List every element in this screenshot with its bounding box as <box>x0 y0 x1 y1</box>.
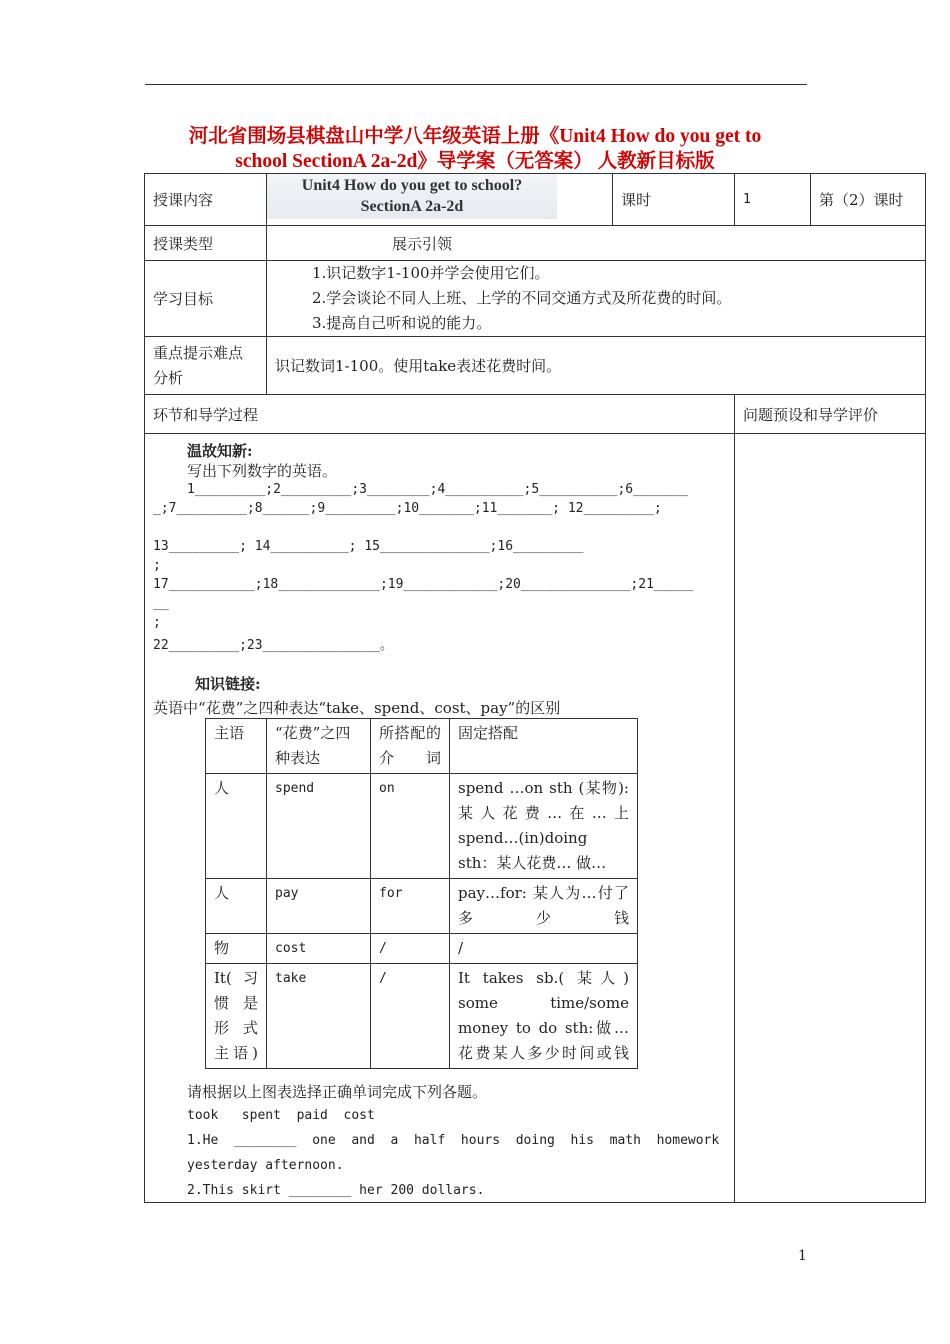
goal-item: 3.提高自己听和说的能力。 <box>312 314 492 332</box>
number-blanks-row: 22_________;23_______________。 <box>153 638 393 653</box>
row-process-body <box>145 434 926 1203</box>
prep-cell: for <box>371 879 450 934</box>
label-content: 授课内容 <box>145 174 267 226</box>
usage-cell: / <box>450 934 638 964</box>
exercise-question: 2.This skirt ________ her 200 dollars. <box>187 1183 485 1198</box>
column-header: “花费”之四种表达 <box>267 719 371 774</box>
column-header: 固定搭配 <box>450 719 638 774</box>
type-value: 展示引领 <box>267 226 926 261</box>
table-header-row <box>206 719 638 774</box>
label-goals: 学习目标 <box>145 261 267 337</box>
number-blanks-row: 17___________;18_____________;19____________;20______________;21_____ <box>153 577 694 592</box>
verb-cell: take <box>267 964 371 1069</box>
header-rule <box>145 84 807 85</box>
usage-line: It takes sb.( 某人) some time/some money to do sth:做…花费某人多少时间或钱 <box>458 969 629 1062</box>
row-goals <box>145 261 926 337</box>
label-type: 授课类型 <box>145 226 267 261</box>
prep-cell: / <box>371 964 450 1069</box>
unit-image-cell <box>267 174 613 226</box>
period-value: 1 <box>735 174 811 226</box>
verb-cell: spend <box>267 774 371 879</box>
goals-list <box>267 261 926 337</box>
label-eval: 问题预设和导学评价 <box>735 395 926 434</box>
label-key-line-1: 重点提示难点 <box>153 343 244 362</box>
table-row <box>206 964 638 1069</box>
number-blanks-row: 13_________; 14__________; 15______________;16_________ <box>153 539 584 554</box>
label-period: 课时 <box>613 174 735 226</box>
unit-line-1: Unit4 How do you get to school? <box>301 177 523 194</box>
number-blanks-row: __ <box>153 596 169 611</box>
goal-item: 1.识记数字1-100并学会使用它们。 <box>312 264 550 282</box>
exercise-question: yesterday afternoon. <box>187 1158 344 1173</box>
title-line-1: 河北省围场县棋盘山中学八年级英语上册《Unit4 How do you get to <box>188 126 762 147</box>
title-line-2: school SectionA 2a-2d》导学案（无答案） 人教新目标版 <box>235 151 715 172</box>
unit-line-2: SectionA 2a-2d <box>360 198 464 215</box>
table-row <box>206 934 638 964</box>
lesson-plan-table <box>144 173 926 1203</box>
usage-line: pay…for: 某人为…付了多少钱 <box>458 884 629 927</box>
review-heading: 温故知新: <box>187 442 253 460</box>
row-type <box>145 226 926 261</box>
subject-cell: It(习惯是形式主语) <box>206 964 267 1069</box>
knowledge-heading: 知识链接: <box>195 675 261 693</box>
word-bank: took spent paid cost <box>187 1108 375 1123</box>
knowledge-intro: 英语中“花费”之四种表达“take、spend、cost、pay”的区别 <box>153 699 561 717</box>
exercise-question: 1.He ________ one and a half hours doing his math homework <box>187 1133 720 1148</box>
verb-cell: pay <box>267 879 371 934</box>
prep-cell: on <box>371 774 450 879</box>
period-index: 第（2）课时 <box>811 174 926 226</box>
subject-cell: 人 <box>206 879 267 934</box>
number-blanks-row: _;7_________;8______;9_________;10_______;11_______; 12_________; <box>153 501 662 516</box>
usage-cell <box>450 879 638 934</box>
table-row <box>206 879 638 934</box>
subject-cell: 人 <box>206 774 267 879</box>
unit-title-image <box>267 174 557 219</box>
prep-cell: / <box>371 934 450 964</box>
column-header: 所搭配的介词 <box>371 719 450 774</box>
usage-cell <box>450 964 638 1069</box>
row-content <box>145 174 926 226</box>
label-key <box>145 337 267 395</box>
key-value: 识记数词1-100。使用take表述花费时间。 <box>267 337 926 395</box>
table-row <box>206 774 638 879</box>
number-blanks-row: ; <box>153 615 161 630</box>
verb-cell: cost <box>267 934 371 964</box>
page-number: 1 <box>798 1248 807 1264</box>
label-key-line-2: 分析 <box>153 368 184 387</box>
usage-line: spend …on sth (某物):某人花费…在…上 <box>458 779 629 822</box>
row-process-header <box>145 395 926 434</box>
review-instruction: 写出下列数字的英语。 <box>187 462 338 480</box>
process-content <box>145 434 735 1203</box>
spend-expressions-table <box>205 718 638 1069</box>
subject-cell: 物 <box>206 934 267 964</box>
exercise-instruction: 请根据以上图表选择正确单词完成下列各题。 <box>187 1083 488 1101</box>
column-header: 主语 <box>206 719 267 774</box>
row-key <box>145 337 926 395</box>
document-title <box>120 124 830 174</box>
number-blanks-row: ; <box>153 558 161 573</box>
usage-line: spend…(in)doing sth：某人花费… 做… <box>458 829 607 872</box>
evaluation-column <box>735 434 926 1203</box>
usage-cell <box>450 774 638 879</box>
number-blanks-row: 1_________;2_________;3________;4__________;5__________;6_______ <box>187 482 688 497</box>
label-process: 环节和导学过程 <box>145 395 735 434</box>
goal-item: 2.学会谈论不同人上班、上学的不同交通方式及所花费的时间。 <box>312 289 732 307</box>
